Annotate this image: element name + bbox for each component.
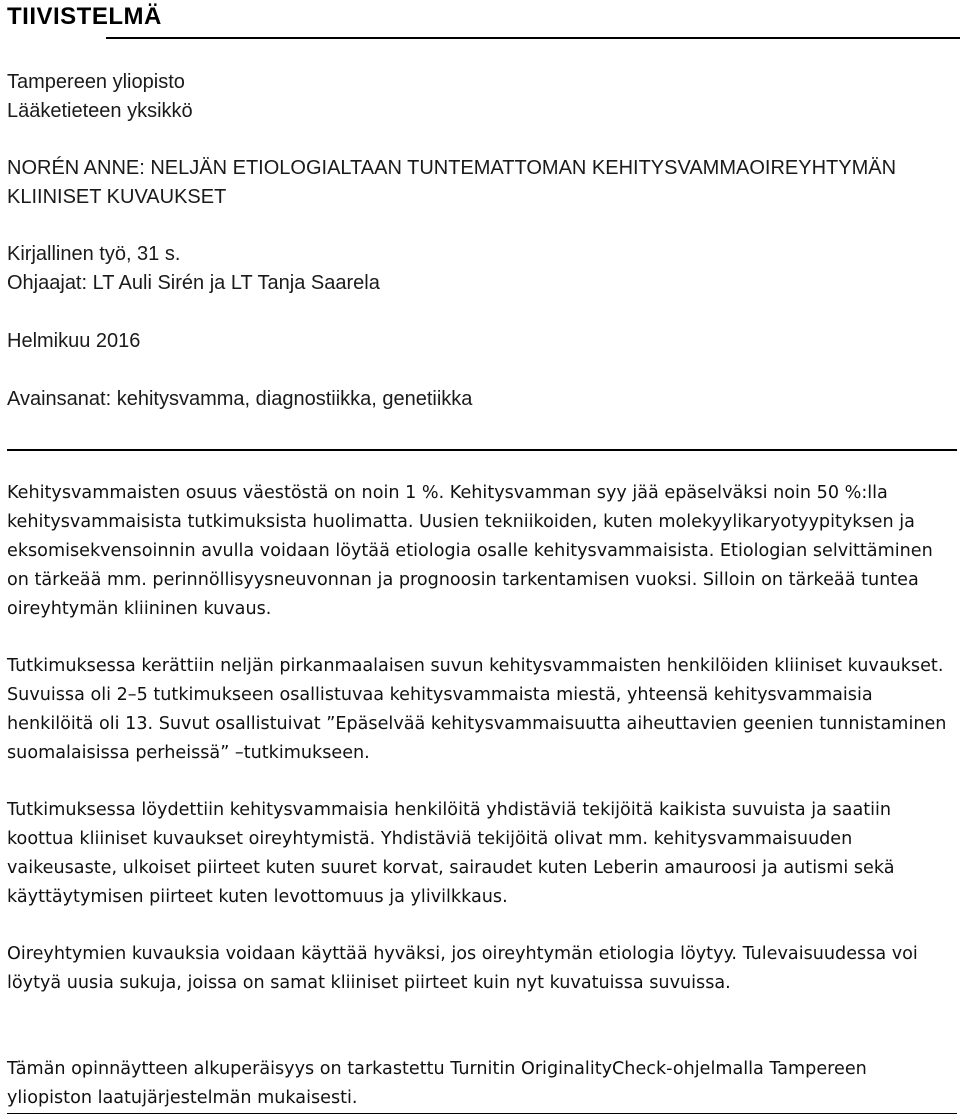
abstract-paragraph-2: Tutkimuksessa kerättiin neljän pirkanmaalaisen suvun kehitysvammaisten henkilöiden kliiniset kuvaukset. Suvuissa oli 2–5 tutkimukseen osallistuvaa kehitysvammaista miestä, yhteensä kehitysvammaisia henkilöitä oli 13. Suvut osallistuivat ”Epäselvää kehitysvammaisuutta aiheuttavien geenien tunnistaminen suomalaisissa perheissä” –tutkimukseen. bbox=[7, 656, 947, 763]
thesis-title-line-2: KLIINISET KUVAUKSET bbox=[7, 186, 227, 208]
originality-statement: Tämän opinnäytteen alkuperäisyys on tarkastettu Turnitin OriginalityCheck-ohjelmalla Tampereen yliopiston laatujärjestelmän mukaisesti. bbox=[7, 1059, 867, 1108]
abstract-paragraph-3: Tutkimuksessa löydettiin kehitysvammaisia henkilöitä yhdistäviä tekijöitä kaikista suvuista ja saatiin koottua kliiniset kuvaukset oireyhtymistä. Yhdistäviä tekijöitä olivat mm. kehitysvammaisuuden vaikeusaste, ulkoiset piirteet kuten suuret korvat, sairaudet kuten Leberin amauroosi ja autismi sekä käyttäytymisen piirteet kuten levottomuus ja ylivilkkaus. bbox=[7, 800, 895, 907]
work-type: Kirjallinen työ, 31 s. bbox=[7, 243, 181, 265]
affiliation-block bbox=[7, 68, 193, 126]
abstract-paragraph-1: Kehitysvammaisten osuus väestöstä on noin 1 %. Kehitysvamman syy jää epäselväksi noin 50 %:lla kehitysvammaisista tutkimuksista huolimatta. Uusien tekniikoiden, kuten molekyylikaryotyypityksen ja eksomisekvensoinnin avulla voidaan löytää etiologia osalle kehitysvammaisista. Etiologian selvittäminen on tärkeää mm. perinnöllisyysneuvonnan ja prognoosin tarkentamisen vuoksi. Silloin on tärkeää tuntea oireyhtymän kliininen kuvaus. bbox=[7, 483, 933, 619]
keywords: Avainsanat: kehitysvamma, diagnostiikka, genetiikka bbox=[7, 388, 473, 410]
thesis-title-line-1: NORÉN ANNE: NELJÄN ETIOLOGIALTAAN TUNTEMATTOMAN KEHITYSVAMMAOIREYHTYMÄN bbox=[7, 157, 897, 179]
date: Helmikuu 2016 bbox=[7, 330, 141, 352]
section-divider bbox=[7, 449, 957, 451]
bottom-divider bbox=[7, 1113, 957, 1114]
university-name: Tampereen yliopisto bbox=[7, 71, 185, 93]
work-info-block bbox=[7, 240, 380, 298]
supervisors: Ohjaajat: LT Auli Sirén ja LT Tanja Saarela bbox=[7, 272, 380, 294]
top-divider bbox=[106, 37, 960, 39]
abstract-paragraph-4: Oireyhtymien kuvauksia voidaan käyttää hyväksi, jos oireyhtymän etiologia löytyy. Tulevaisuudessa voi löytyä uusia sukuja, joissa on samat kliiniset piirteet kuin nyt kuvatuissa suvuissa. bbox=[7, 944, 918, 993]
page-title: TIIVISTELMÄ bbox=[7, 3, 162, 30]
thesis-title-block bbox=[7, 154, 896, 212]
unit-name: Lääketieteen yksikkö bbox=[7, 100, 193, 122]
